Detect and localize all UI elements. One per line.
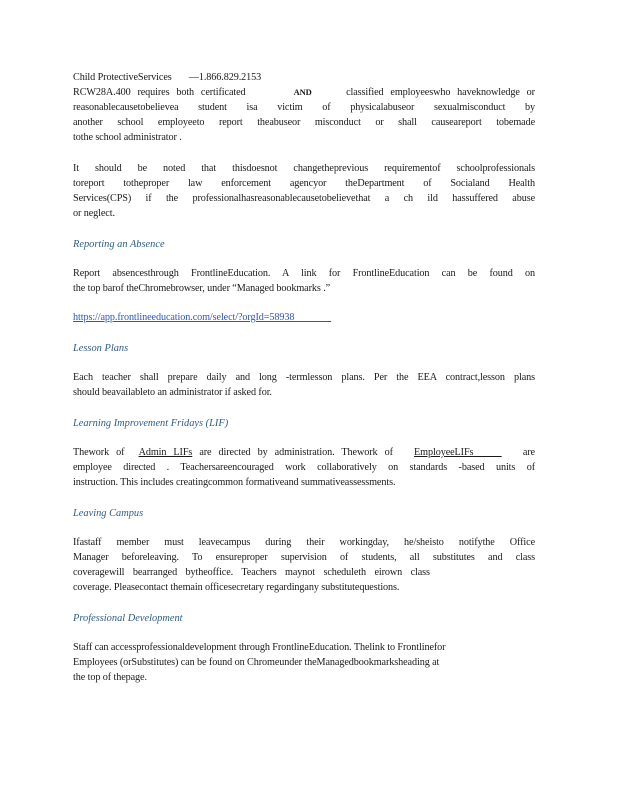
pd-line: Employees (orSubstitutes) can be found on Chromeunder theManagedbookmarksheading at	[73, 657, 440, 668]
document-page	[73, 70, 535, 685]
note-line: or neglect.	[73, 208, 115, 219]
cps-line: reasonablecausetobelievea student isa victim of physicalabuseor sexualmisconduct by	[73, 102, 535, 113]
pd-line: Staff can accessprofessionaldevelopment through FrontlineEducation. Thelink to Frontlinefor	[73, 642, 446, 653]
campus-paragraph	[73, 535, 535, 595]
heading-lif: Learning Improvement Fridays (LIF)	[73, 418, 229, 429]
cps-line: another school employeeto report theabuseor misconduct or shall causeareport tobemade	[73, 117, 535, 128]
heading-reporting-absence: Reporting an Absence	[73, 239, 165, 250]
note-line: It should be noted that thisdoesnot changetheprevious requirementof schoolprofessionals	[73, 163, 535, 174]
note-line: Services(CPS) if the professionalhasreasonablecausetobelievethat a ch ild hassuffered abuse	[73, 193, 535, 204]
frontline-link[interactable]: https://app.frontlineeducation.com/select/?orgId=58938	[73, 312, 295, 323]
heading-lesson-plans: Lesson Plans	[73, 343, 129, 354]
pd-line: the top of thepage.	[73, 672, 147, 683]
link-row	[73, 310, 535, 325]
absence-paragraph	[73, 266, 535, 296]
campus-line: coveragewill bearranged bytheoffice. Teachers maynot scheduleth eirown class	[73, 567, 430, 578]
heading-leaving-campus: Leaving Campus	[73, 508, 144, 519]
lesson-line: Each teacher shall prepare daily and long -termlesson plans. Per the EEA contract,lesson plans	[73, 372, 535, 383]
campus-line: Manager beforeleaving. To ensureproper supervision of students, all substitutes and class	[73, 552, 535, 563]
campus-line: Ifastaff member must leavecampus during their workingday, he/sheisto notifythe Office	[73, 537, 535, 548]
lif-line: instruction. This includes creatingcommon formativeand summativeassessments.	[73, 477, 396, 488]
cps-paragraph	[73, 70, 535, 145]
lif-line: employee directed . Teachersareencouraged work collaboratively on standards -based units of	[73, 462, 535, 473]
cps-phone: —1.866.829.2153	[188, 72, 262, 83]
cps-line: tothe school administrator .	[73, 132, 182, 143]
link-underline-tail	[294, 312, 331, 323]
note-line: toreport totheproper law enforcement agencyor theDepartment of Socialand Health	[73, 178, 535, 189]
cps-line: RCW28A.400 requires both certificated AND classified employeeswho haveknowledge or	[73, 87, 535, 98]
cps-label: Child ProtectiveServices	[73, 72, 172, 83]
absence-line: Report absencesthrough FrontlineEducation. A link for FrontlineEducation can be found on	[73, 268, 535, 279]
cps-phone-line	[73, 70, 535, 85]
and-word: AND	[293, 87, 312, 97]
lif-line: Thework of Admin LIFs are directed by administration. Thework of EmployeeLIFs are	[73, 447, 535, 458]
campus-line: coverage. Pleasecontact themain officesecretary regardingany substitutequestions.	[73, 582, 400, 593]
employee-lifs-link[interactable]: EmployeeLIFs	[414, 447, 474, 458]
pd-paragraph	[73, 640, 535, 685]
lesson-line: should beavailableto an administrator if asked for.	[73, 387, 272, 398]
lif-paragraph	[73, 445, 535, 490]
note-paragraph	[73, 161, 535, 221]
admin-lifs-link[interactable]: Admin LIFs	[138, 447, 193, 458]
heading-professional-development: Professional Development	[73, 613, 183, 624]
absence-line: the top barof theChromebrowser, under “Managed bookmarks .”	[73, 283, 331, 294]
lesson-paragraph	[73, 370, 535, 400]
